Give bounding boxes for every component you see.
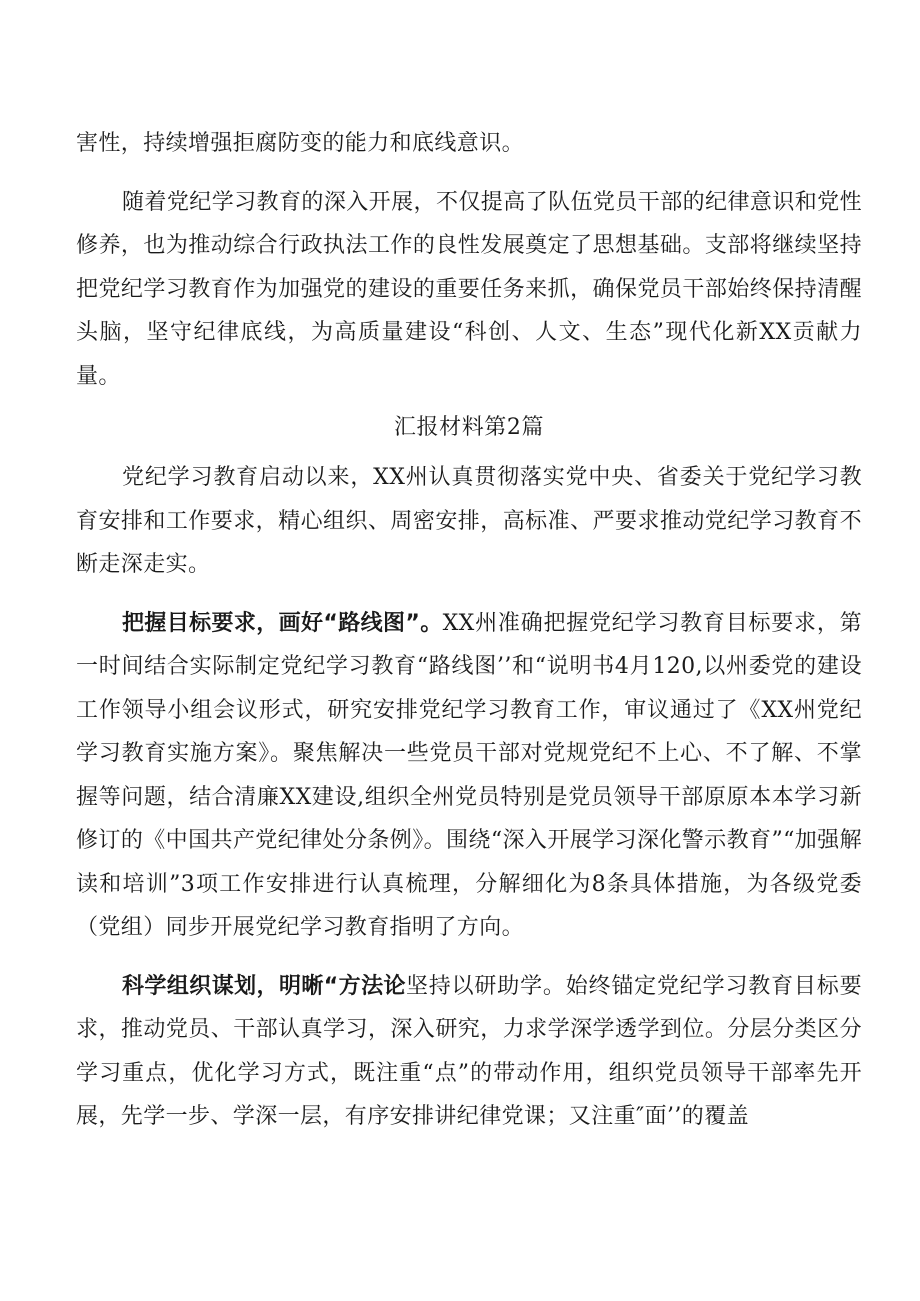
- paragraph-text: 害性，持续增强拒腐防变的能力和底线意识。: [76, 131, 525, 156]
- paragraph-text: 党纪学习教育启动以来，XX州认真贯彻落实党中央、省委关于党纪学习教育安排和工作要求，精心组织、周密安排，高标准、严要求推动党纪学习教育不断走深走实。: [76, 465, 862, 577]
- paragraph-text: 坚持以研助学。始终锚定党纪学习教育目标要求，推动党员、干部认真学习，深入研究，力求学深学透学到位。分层分类区分学习重点，优化学习方式，既注重“点”的带动作用，组织党员领导干部率先开展，先学一步、学深一层，有序安排讲纪律党课；又注重″面’’的覆盖: [76, 973, 862, 1129]
- paragraph-text: XX州准确把握党纪学习教育目标要求，第一时间结合实际制定党纪学习教育“路线图’’和“说明书4月120,以州委党的建设工作领导小组会议形式，研究安排党纪学习教育工作，审议通过了《XX州党纪学习教育实施方案》。聚焦解决一些党员干部对党规党纪不上心、不了解、不掌握等问题，结合清廉XX建设,组织全州党员特别是党员领导干部原原本本学习新修订的《中国共产党纪律处分条例》。围绕“深入开展学习深化警示教育”“加强解读和培训”3项工作安排进行认真梳理，分解细化为8条具体措施，为各级党委（党组）同步开展党纪学习教育指明了方向。: [76, 610, 863, 940]
- paragraph-lead: 把握目标要求，画好“路线图”。: [122, 610, 443, 636]
- section-heading: 汇报材料第2篇: [393, 415, 545, 440]
- paragraph-roadmap: [76, 602, 862, 950]
- paragraph-summary: [76, 181, 862, 399]
- paragraph-intro: [76, 456, 862, 587]
- paragraph-continuation: [76, 122, 862, 166]
- paragraph-methodology: [76, 965, 862, 1139]
- document-body: [76, 122, 862, 1139]
- paragraph-text: 随着党纪学习教育的深入开展，不仅提高了队伍党员干部的纪律意识和党性修养，也为推动综合行政执法工作的良性发展奠定了思想基础。支部将继续坚持把党纪学习教育作为加强党的建设的重要任务来抓，确保党员干部始终保持清醒头脑，坚守纪律底线，为高质量建设“科创、人文、生态”现代化新XX贡献力量。: [76, 189, 862, 389]
- paragraph-lead: 科学组织谋划，明晰“方法论: [122, 973, 406, 999]
